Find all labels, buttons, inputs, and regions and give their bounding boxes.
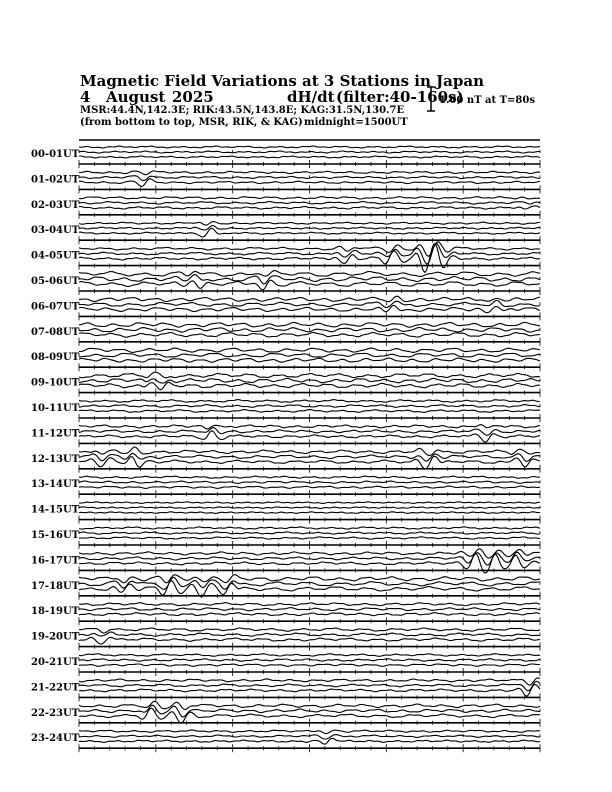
trace-KAG bbox=[79, 271, 540, 277]
trace-MSR bbox=[79, 333, 540, 338]
trace-KAG bbox=[79, 348, 540, 352]
trace-KAG bbox=[79, 171, 540, 175]
trace-KAG bbox=[79, 701, 540, 709]
row-11-12UT bbox=[31, 425, 540, 448]
row-10-11UT bbox=[31, 400, 540, 422]
trace-MSR bbox=[79, 156, 540, 158]
station-order-note: (from bottom to top, MSR, RIK, & KAG) bbox=[80, 117, 303, 128]
row-05-06UT bbox=[31, 271, 540, 295]
row-17-18UT bbox=[31, 575, 540, 600]
trace-KAG bbox=[79, 502, 540, 504]
trace-KAG bbox=[79, 628, 540, 633]
row-label: 03-04UT bbox=[31, 225, 80, 237]
date-month: August bbox=[106, 88, 166, 106]
trace-KAG bbox=[79, 322, 540, 327]
row-label: 15-16UT bbox=[31, 530, 80, 541]
stations-info: MSR:44.4N,142.3E; RIK:43.5N,143.8E; KAG:31.5N,130.7E bbox=[80, 105, 405, 116]
chart-title: Magnetic Field Variations at 3 Stations in Japan bbox=[80, 72, 485, 90]
row-21-22UT bbox=[31, 678, 540, 702]
row-ticks bbox=[79, 683, 540, 701]
row-label: 00-01UT bbox=[31, 149, 80, 160]
row-label: 06-07UT bbox=[31, 301, 80, 313]
row-label: 08-09UT bbox=[31, 352, 80, 364]
row-09-10UT bbox=[31, 372, 540, 397]
trace-MSR bbox=[79, 228, 540, 237]
row-00-01UT bbox=[31, 146, 540, 168]
row-ticks bbox=[79, 226, 540, 244]
scale-bar bbox=[427, 87, 435, 111]
trace-KAG bbox=[79, 603, 540, 606]
row-04-05UT bbox=[31, 242, 540, 273]
trace-MSR bbox=[79, 613, 540, 616]
row-label: 04-05UT bbox=[31, 250, 80, 262]
trace-MSR bbox=[79, 358, 540, 362]
row-18-19UT bbox=[31, 603, 540, 626]
trace-KAG bbox=[79, 476, 540, 478]
trace-MSR bbox=[79, 512, 540, 514]
row-label: 10-11UT bbox=[31, 403, 80, 414]
row-label: 01-02UT bbox=[31, 174, 80, 186]
trace-KAG bbox=[79, 146, 540, 148]
row-22-23UT bbox=[31, 701, 540, 727]
trace-KAG bbox=[79, 425, 540, 429]
row-label: 11-12UT bbox=[31, 428, 80, 440]
row-label: 14-15UT bbox=[31, 504, 80, 516]
row-label: 02-03UT bbox=[31, 199, 80, 211]
row-15-16UT bbox=[31, 527, 540, 549]
row-ticks bbox=[79, 150, 540, 168]
row-ticks bbox=[79, 506, 540, 524]
trace-MSR bbox=[79, 410, 540, 413]
trace-KAG bbox=[79, 222, 540, 226]
row-label: 21-22UT bbox=[31, 682, 80, 694]
row-label: 19-20UT bbox=[31, 631, 80, 643]
trace-MSR bbox=[79, 664, 540, 666]
trace-KAG bbox=[79, 654, 540, 657]
row-02-03UT bbox=[31, 197, 540, 219]
row-23-24UT bbox=[31, 730, 540, 752]
date-day: 4 bbox=[80, 88, 91, 106]
row-label: 09-10UT bbox=[31, 377, 80, 389]
trace-KAG bbox=[79, 730, 540, 734]
trace-MSR bbox=[79, 738, 540, 744]
row-label: 20-21UT bbox=[31, 657, 80, 668]
trace-MSR bbox=[79, 306, 540, 313]
row-06-07UT bbox=[31, 296, 540, 320]
row-label: 13-14UT bbox=[31, 479, 80, 491]
row-label: 17-18UT bbox=[31, 580, 80, 592]
row-ticks bbox=[79, 328, 540, 346]
trace-KAG bbox=[79, 400, 540, 403]
row-07-08UT bbox=[31, 322, 540, 345]
row-03-04UT bbox=[31, 222, 540, 245]
row-19-20UT bbox=[31, 628, 540, 651]
row-label: 16-17UT bbox=[31, 555, 80, 567]
row-16-17UT bbox=[31, 549, 540, 575]
trace-MSR bbox=[79, 537, 540, 539]
trace-MSR bbox=[79, 486, 540, 488]
filter-label: (filter:40-160s) bbox=[336, 88, 464, 106]
row-label: 23-24UT bbox=[31, 733, 80, 745]
row-ticks bbox=[79, 404, 540, 422]
date-year: 2025 bbox=[172, 88, 214, 106]
row-20-21UT bbox=[31, 654, 540, 676]
midnight-note: midnight=1500UT bbox=[304, 117, 408, 128]
trace-KAG bbox=[79, 575, 540, 583]
row-ticks bbox=[79, 734, 540, 752]
row-13-14UT bbox=[31, 476, 540, 498]
row-ticks bbox=[79, 353, 540, 371]
row-label: 18-19UT bbox=[31, 606, 80, 618]
row-label: 07-08UT bbox=[31, 326, 80, 338]
trace-MSR bbox=[79, 206, 540, 209]
trace-KAG bbox=[79, 296, 540, 302]
trace-KAG bbox=[79, 447, 540, 455]
trace-MSR bbox=[79, 179, 540, 187]
scale-label: 1.00 nT at T=80s bbox=[439, 95, 535, 106]
row-label: 22-23UT bbox=[31, 707, 80, 719]
row-label: 05-06UT bbox=[31, 276, 80, 287]
trace-KAG bbox=[79, 527, 540, 529]
trace-KAG bbox=[79, 197, 540, 199]
trace-KAG bbox=[79, 372, 540, 378]
quantity-label: dH/dt bbox=[287, 88, 335, 106]
row-14-15UT bbox=[31, 502, 540, 524]
row-label: 12-13UT bbox=[31, 453, 80, 465]
row-01-02UT bbox=[31, 171, 540, 194]
row-12-13UT bbox=[31, 447, 540, 473]
row-08-09UT bbox=[31, 348, 540, 371]
row-ticks bbox=[79, 582, 540, 600]
